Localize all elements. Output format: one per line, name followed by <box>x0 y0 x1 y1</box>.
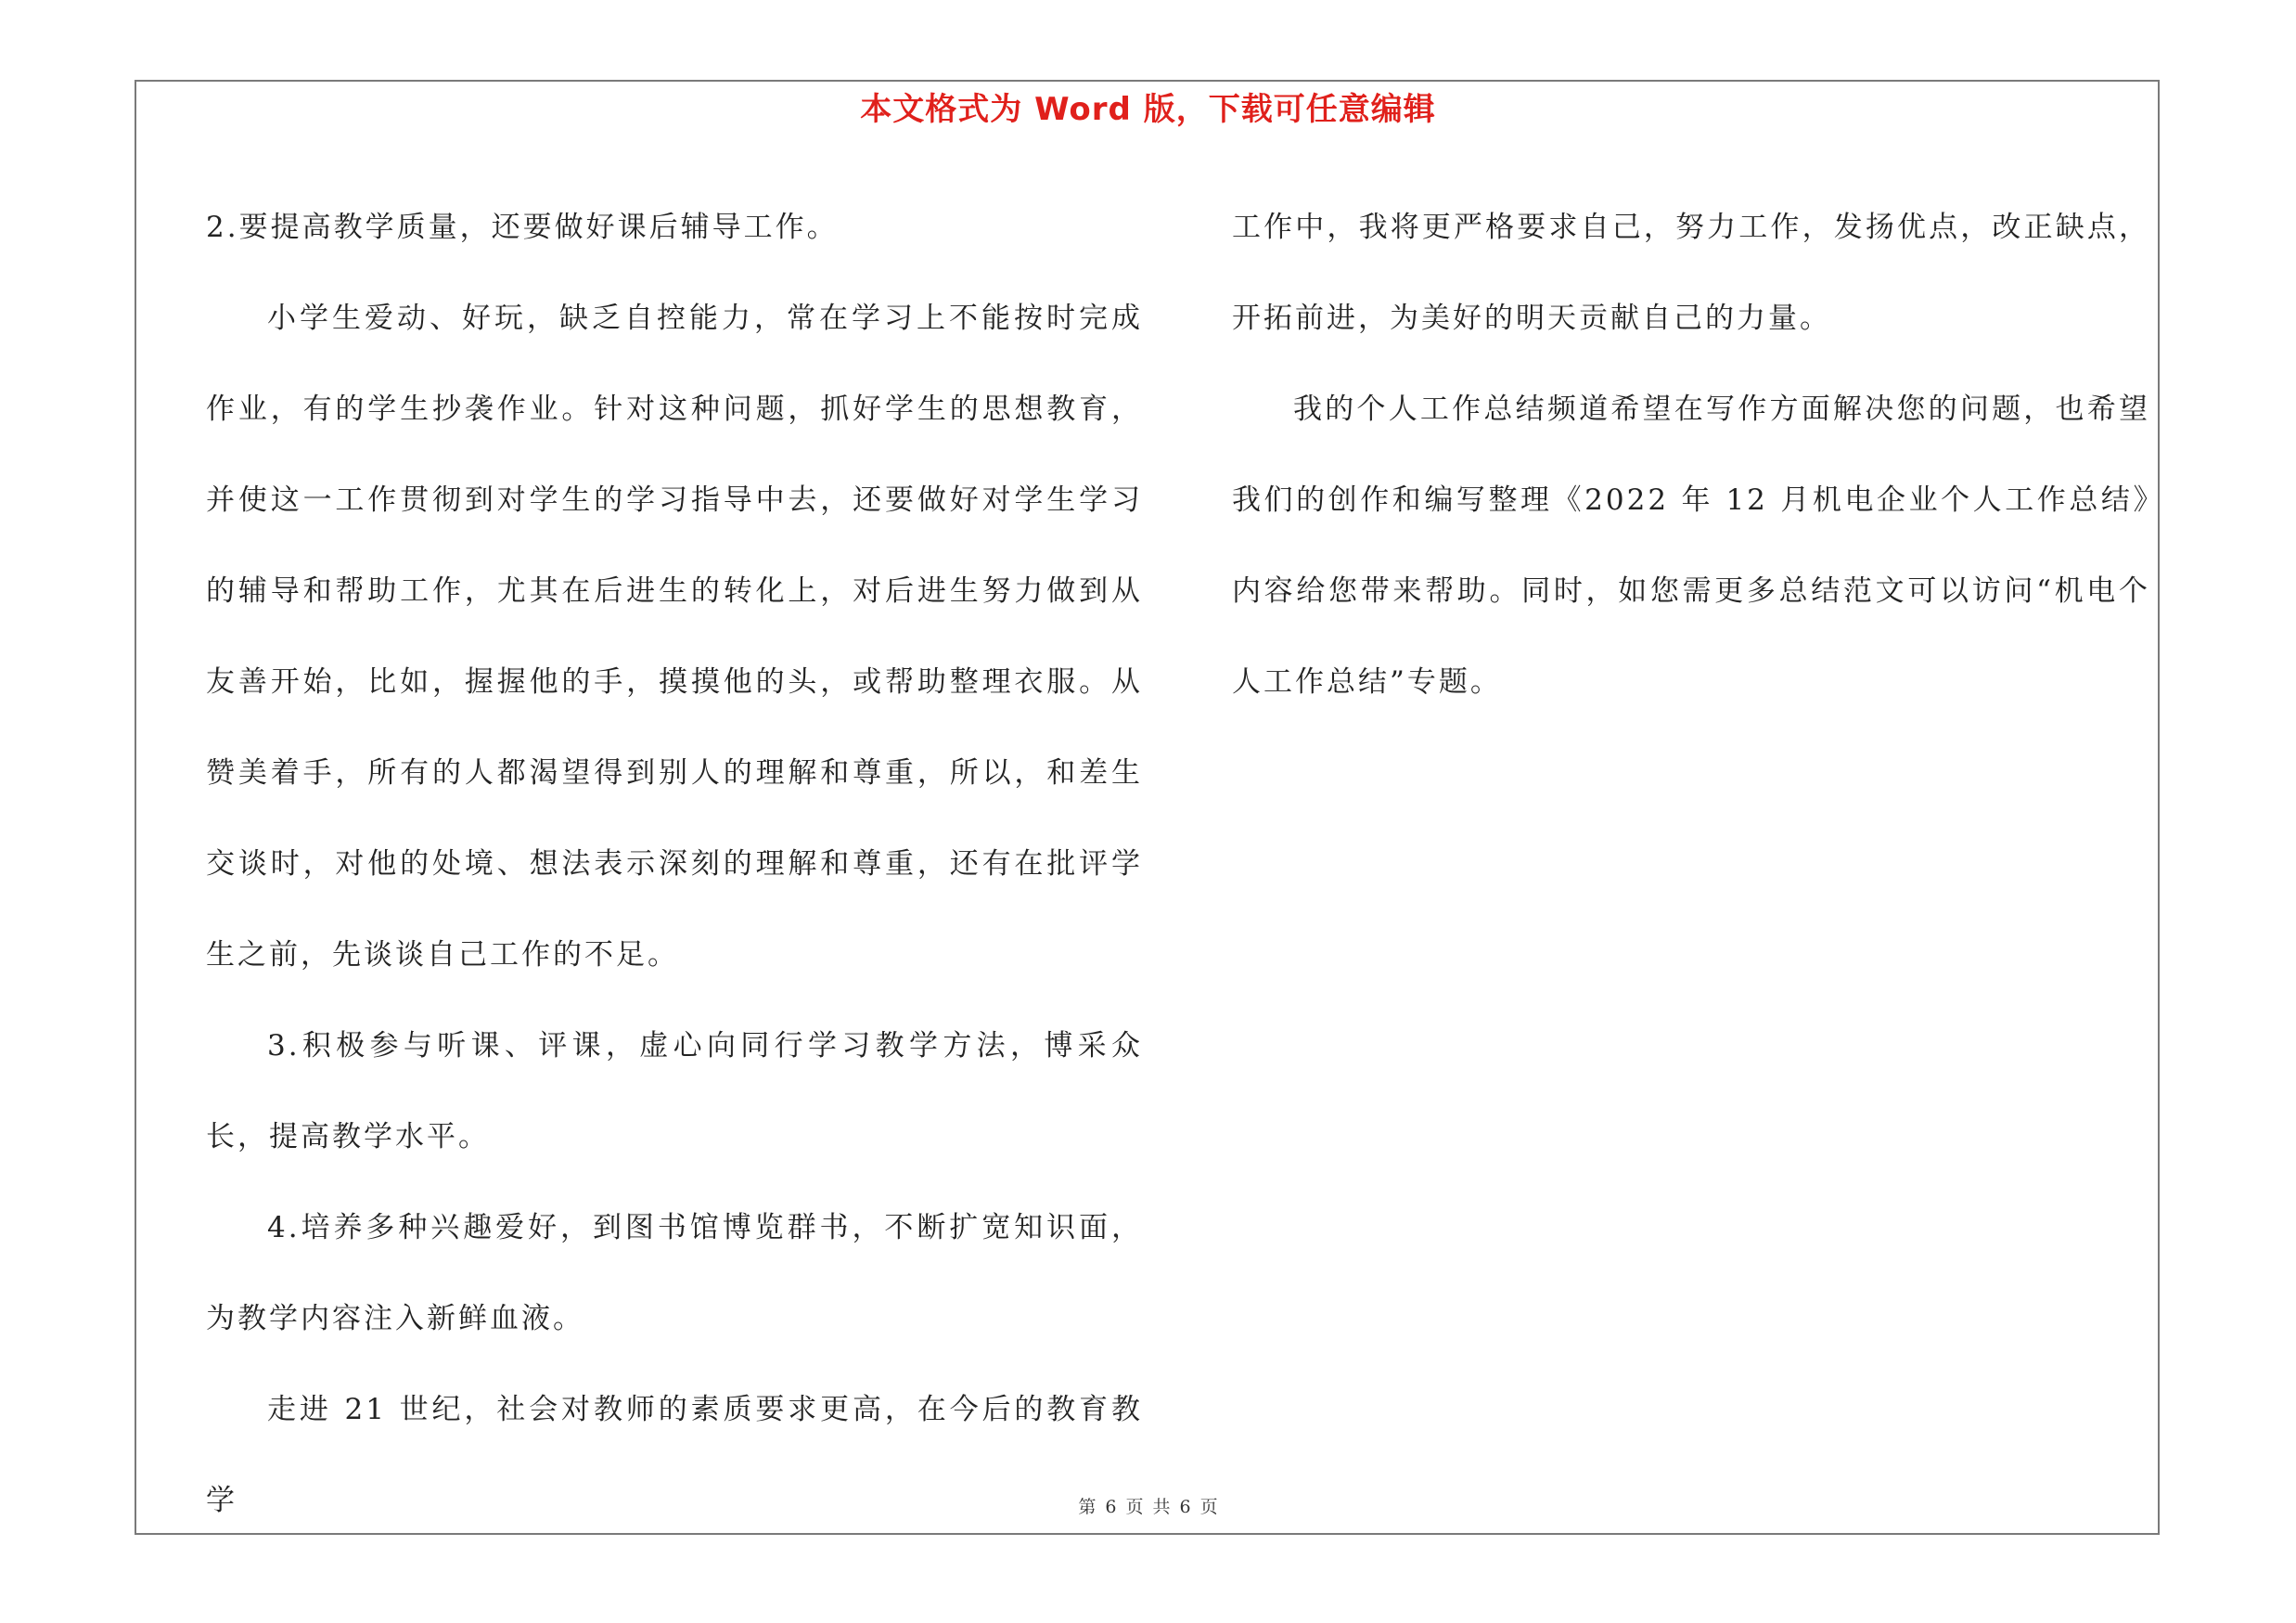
format-banner: 本文格式为 Word 版，下载可任意编辑 <box>860 91 1436 128</box>
paragraph-point-2: 2.要提高教学质量，还要做好课后辅导工作。 <box>206 211 839 244</box>
paragraph-point-3: 3.积极参与听课、评课，虚心向同行学习教学方法，博采众长，提高教学水平。 <box>206 1029 1143 1153</box>
paragraph-continuation: 工作中，我将更严格要求自己，努力工作，发扬优点，改正缺点，开拓前进，为美好的明天贡献自己的力量。 <box>1232 211 2150 335</box>
left-column <box>206 182 1143 1546</box>
paragraph-tutoring: 小学生爱动、好玩，缺乏自控能力，常在学习上不能按时完成作业，有的学生抄袭作业。针对这种问题，抓好学生的思想教育，并使这一工作贯彻到对学生的学习指导中去，还要做好对学生学习的辅导和帮助工作，尤其在后进生的转化上，对后进生努力做到从友善开始，比如，握握他的手，摸摸他的头，或帮助整理衣服。从赞美着手，所有的人都渴望得到别人的理解和尊重，所以，和差生交谈时，对他的处境、想法表示深刻的理解和尊重，还有在批评学生之前，先谈谈自己工作的不足。 <box>206 302 1143 972</box>
paragraph-closing-note: 我的个人工作总结频道希望在写作方面解决您的问题，也希望我们的创作和编写整理《2022 年 12 月机电企业个人工作总结》内容给您带来帮助。同时，如您需更多总结范文可以访问“机电个人工作总结”专题。 <box>1232 393 2150 699</box>
paragraph-21st-century: 走进 21 世纪，社会对教师的素质要求更高，在今后的教育教学 <box>206 1393 1143 1517</box>
page-number: 第 6 页 共 6 页 <box>1078 1497 1218 1517</box>
right-column <box>1232 182 2150 728</box>
paragraph-point-4: 4.培养多种兴趣爱好，到图书馆博览群书，不断扩宽知识面，为教学内容注入新鲜血液。 <box>206 1211 1143 1335</box>
